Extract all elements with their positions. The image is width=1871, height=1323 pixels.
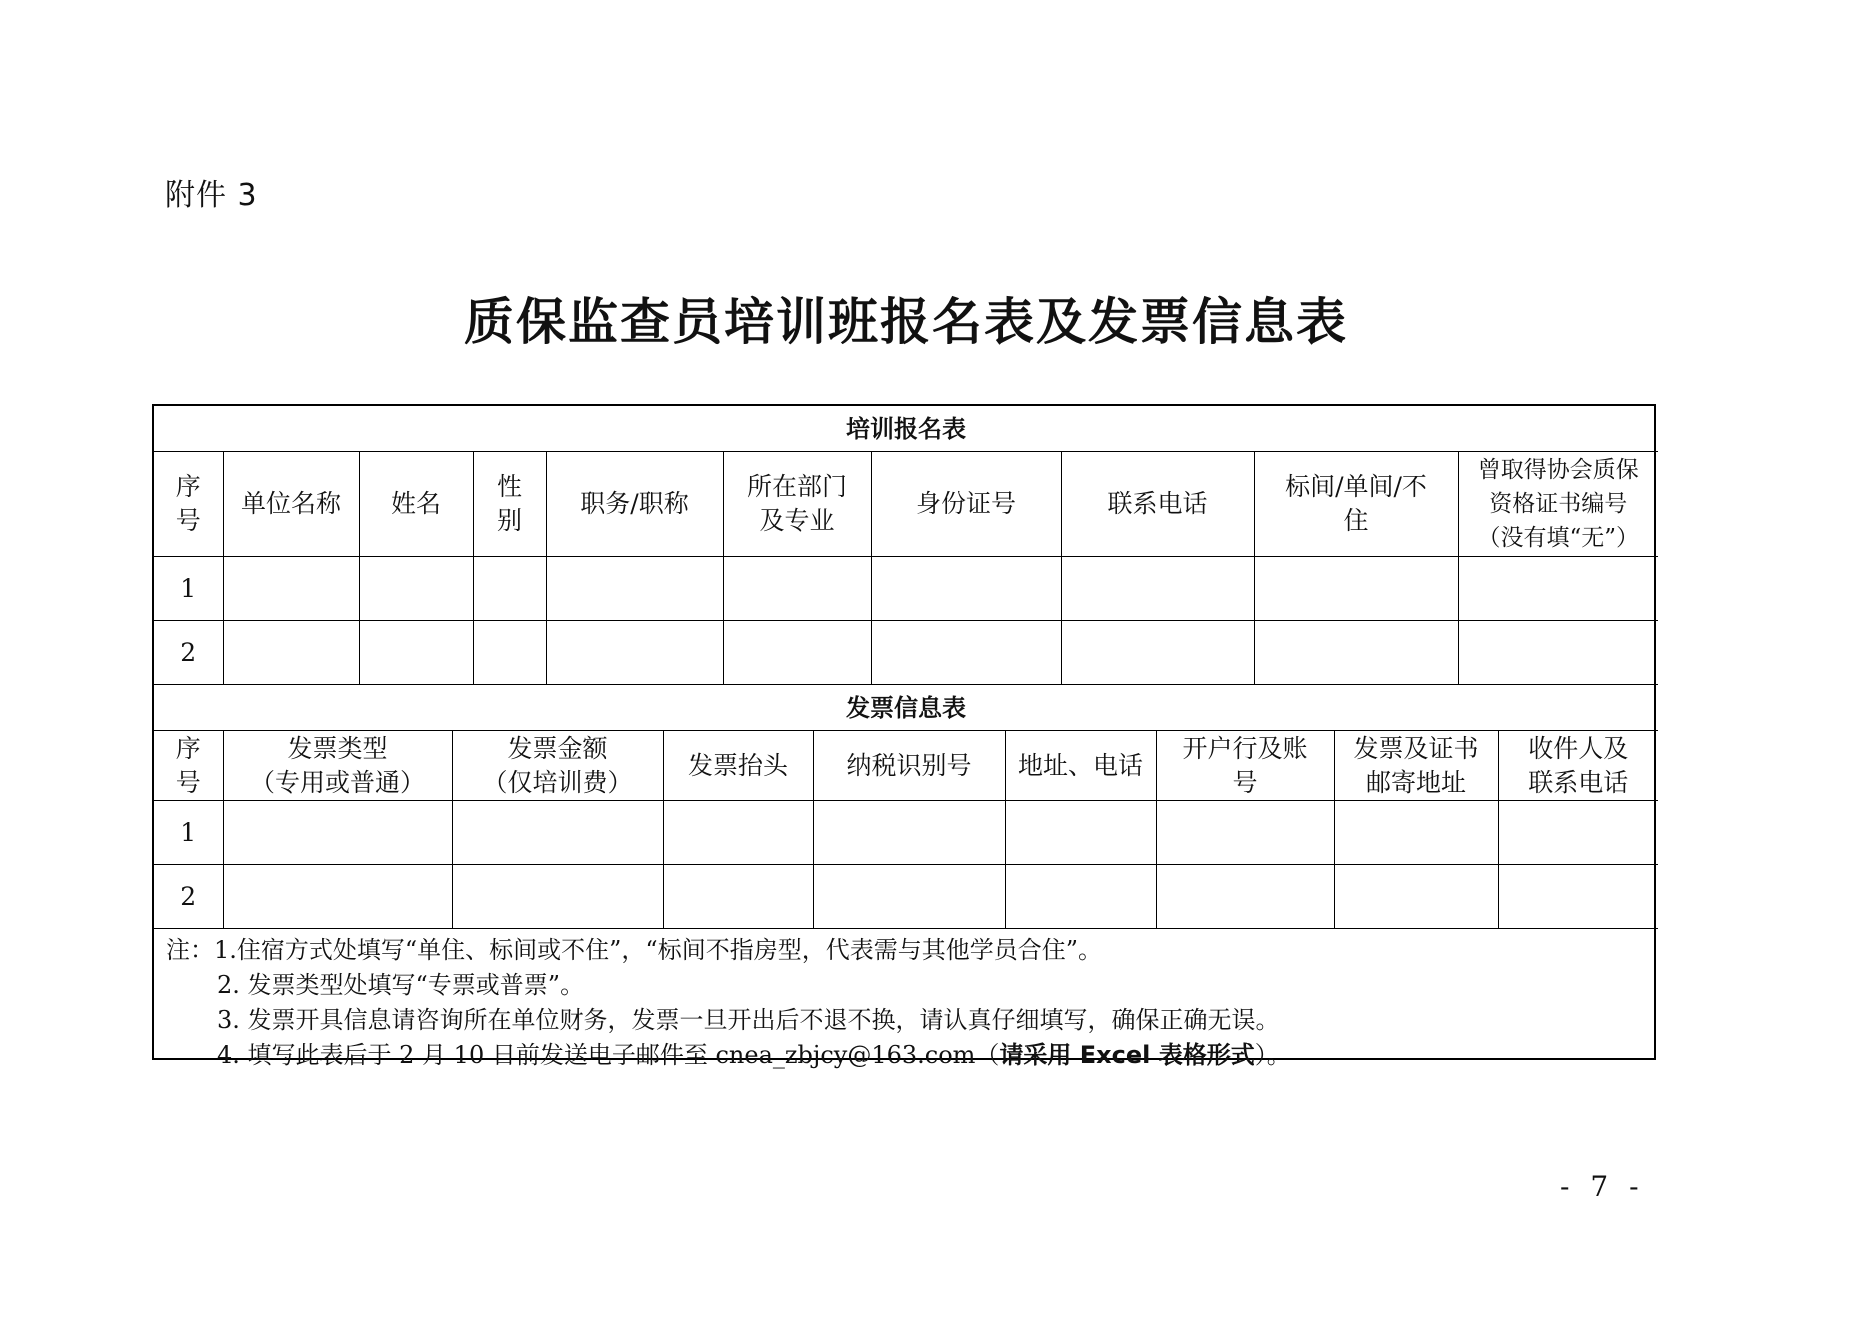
row-number: 2 <box>154 865 223 929</box>
page-number: - 7 - <box>1560 1170 1645 1203</box>
inv-header-payee: 发票抬头 <box>663 731 813 801</box>
note-line-1: 注：1.住宿方式处填写“单住、标间或不住”，“标间不指房型，代表需与其他学员合住”。 <box>166 936 1102 964</box>
table-cell[interactable] <box>723 621 871 685</box>
notes-prefix: 注： <box>166 936 214 964</box>
inv-header-address-phone: 地址、电话 <box>1005 731 1156 801</box>
table-cell[interactable] <box>452 801 663 865</box>
registration-header-row <box>154 452 1658 557</box>
inv-header-seq: 序 号 <box>154 731 223 801</box>
note-line-4: 4. 填写此表后于 2 月 10 日前发送电子邮件至 cnea_zbjcy@163.com（请采用 Excel 表格形式）。 <box>217 1041 1291 1069</box>
row-number: 1 <box>154 801 223 865</box>
reg-header-certificate: 曾取得协会质保 资格证书编号 （没有填“无”） <box>1458 452 1658 557</box>
note-emphasis: 请采用 Excel 表格形式 <box>999 1041 1255 1069</box>
row-number: 1 <box>154 557 223 621</box>
table-row <box>154 621 1658 685</box>
table-cell[interactable] <box>1498 865 1658 929</box>
page-title: 质保监查员培训班报名表及发票信息表 <box>464 293 1348 351</box>
reg-header-gender: 性 别 <box>473 452 546 557</box>
reg-header-title: 职务/职称 <box>546 452 723 557</box>
inv-header-tax-id: 纳税识别号 <box>813 731 1005 801</box>
invoice-section-title: 发票信息表 <box>154 685 1658 731</box>
table-cell[interactable] <box>663 801 813 865</box>
table-cell[interactable] <box>1005 865 1156 929</box>
table-cell[interactable] <box>223 801 452 865</box>
table-cell[interactable] <box>723 557 871 621</box>
registration-section-title: 培训报名表 <box>154 406 1658 452</box>
registration-table <box>154 406 1658 685</box>
table-cell[interactable] <box>546 621 723 685</box>
form-table-frame <box>152 404 1656 1069</box>
table-cell[interactable] <box>1498 801 1658 865</box>
table-cell[interactable] <box>359 621 473 685</box>
table-cell[interactable] <box>813 865 1005 929</box>
table-cell[interactable] <box>359 557 473 621</box>
notes-section <box>154 928 1654 1073</box>
table-cell[interactable] <box>1254 621 1458 685</box>
table-cell[interactable] <box>546 557 723 621</box>
reg-header-name: 姓名 <box>359 452 473 557</box>
table-cell[interactable] <box>1061 557 1254 621</box>
table-cell[interactable] <box>1458 557 1658 621</box>
reg-header-phone: 联系电话 <box>1061 452 1254 557</box>
reg-header-department: 所在部门 及专业 <box>723 452 871 557</box>
table-row <box>154 557 1658 621</box>
attachment-label: 附件 3 <box>165 178 258 213</box>
table-cell[interactable] <box>1254 557 1458 621</box>
invoice-table <box>154 684 1658 929</box>
table-row <box>154 865 1658 929</box>
note-line-2: 2. 发票类型处填写“专票或普票”。 <box>217 971 585 999</box>
inv-header-amount: 发票金额 （仅培训费） <box>452 731 663 801</box>
table-cell[interactable] <box>663 865 813 929</box>
inv-header-type: 发票类型 （专用或普通） <box>223 731 452 801</box>
table-cell[interactable] <box>1458 621 1658 685</box>
reg-header-room: 标间/单间/不 住 <box>1254 452 1458 557</box>
reg-header-id-number: 身份证号 <box>871 452 1061 557</box>
table-cell[interactable] <box>1005 801 1156 865</box>
table-cell[interactable] <box>473 557 546 621</box>
table-cell[interactable] <box>223 865 452 929</box>
invoice-header-row <box>154 731 1658 801</box>
table-cell[interactable] <box>871 621 1061 685</box>
note-line-3: 3. 发票开具信息请咨询所在单位财务，发票一旦开出后不退不换，请认真仔细填写，确保正确无误。 <box>217 1006 1280 1034</box>
table-cell[interactable] <box>813 801 1005 865</box>
table-cell[interactable] <box>223 557 359 621</box>
reg-header-unit: 单位名称 <box>223 452 359 557</box>
table-cell[interactable] <box>1156 801 1334 865</box>
table-cell[interactable] <box>223 621 359 685</box>
table-cell[interactable] <box>1334 801 1498 865</box>
table-row <box>154 801 1658 865</box>
table-cell[interactable] <box>452 865 663 929</box>
table-cell[interactable] <box>1061 621 1254 685</box>
table-cell[interactable] <box>473 621 546 685</box>
inv-header-bank-account: 开户行及账 号 <box>1156 731 1334 801</box>
reg-header-seq: 序 号 <box>154 452 223 557</box>
table-cell[interactable] <box>1334 865 1498 929</box>
table-cell[interactable] <box>1156 865 1334 929</box>
inv-header-mailing-address: 发票及证书 邮寄地址 <box>1334 731 1498 801</box>
row-number: 2 <box>154 621 223 685</box>
table-cell[interactable] <box>871 557 1061 621</box>
inv-header-recipient: 收件人及 联系电话 <box>1498 731 1658 801</box>
